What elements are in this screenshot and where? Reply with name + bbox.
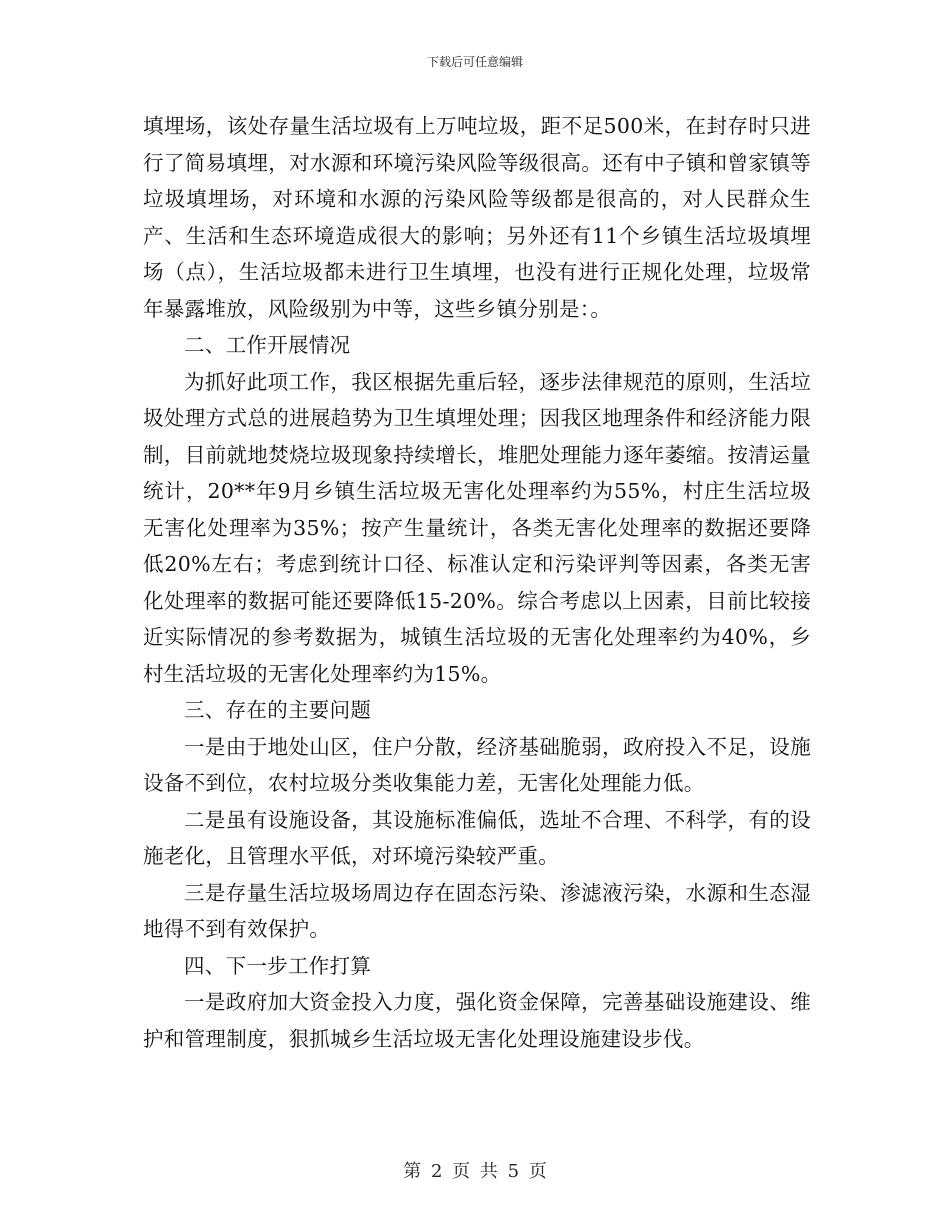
paragraph-landfill-risk: 填埋场，该处存量生活垃圾有上万吨垃圾，距不足500米，在封存时只进行了简易填埋，对水源和环境污染风险等级很高。还有中子镇和曾家镇等垃圾填埋场，对环境和水源的污染风险等级都是很高的，对人民群众生产、生活和生态环境造成很大的影响；另外还有11个乡镇生活垃圾填埋场（点），生活垃圾都未进行卫生填埋，也没有进行正规化处理，垃圾常年暴露堆放，风险级别为中等，这些乡镇分别是：。 <box>143 114 811 321</box>
section-heading-work-progress: 二、工作开展情况 <box>184 333 351 357</box>
page-number-footer: 第 2 页 共 5 页 <box>403 1161 547 1182</box>
document-body <box>143 108 811 1057</box>
paragraph-work-progress: 为抓好此项工作，我区根据先重后轻，逐步法律规范的原则，生活垃圾处理方式总的进展趋势为卫生填埋处理；因我区地理条件和经济能力限制，目前就地焚烧垃圾现象持续增长，堆肥处理能力逐年萎缩。按清运量统计，20**年9月乡镇生活垃圾无害化处理率约为55%，村庄生活垃圾无害化处理率为35%；按产生量统计，各类无害化处理率的数据还要降低20%左右；考虑到统计口径、标准认定和污染评判等因素，各类无害化处理率的数据可能还要降低15-20%。综合考虑以上因素，目前比较接近实际情况的参考数据为，城镇生活垃圾的无害化处理率约为40%，乡村生活垃圾的无害化处理率约为15%。 <box>143 369 811 686</box>
paragraph-problem-one: 一是由于地处山区，住户分散，经济基础脆弱，政府投入不足，设施设备不到位，农村垃圾分类收集能力差，无害化处理能力低。 <box>143 734 811 795</box>
paragraph-problem-three: 三是存量生活垃圾场周边存在固态污染、渗滤液污染，水源和生态湿地得不到有效保护。 <box>143 880 811 941</box>
paragraph-next-step-one: 一是政府加大资金投入力度，强化资金保障，完善基础设施建设、维护和管理制度，狠抓城乡生活垃圾无害化处理设施建设步伐。 <box>143 990 811 1051</box>
paragraph-problem-two: 二是虽有设施设备，其设施标准偏低，选址不合理、不科学，有的设施老化，且管理水平低，对环境污染较严重。 <box>143 807 811 868</box>
section-heading-main-problems: 三、存在的主要问题 <box>184 698 372 722</box>
section-heading-next-steps: 四、下一步工作打算 <box>184 953 372 978</box>
page-header: 下载后可任意编辑 <box>426 55 523 69</box>
